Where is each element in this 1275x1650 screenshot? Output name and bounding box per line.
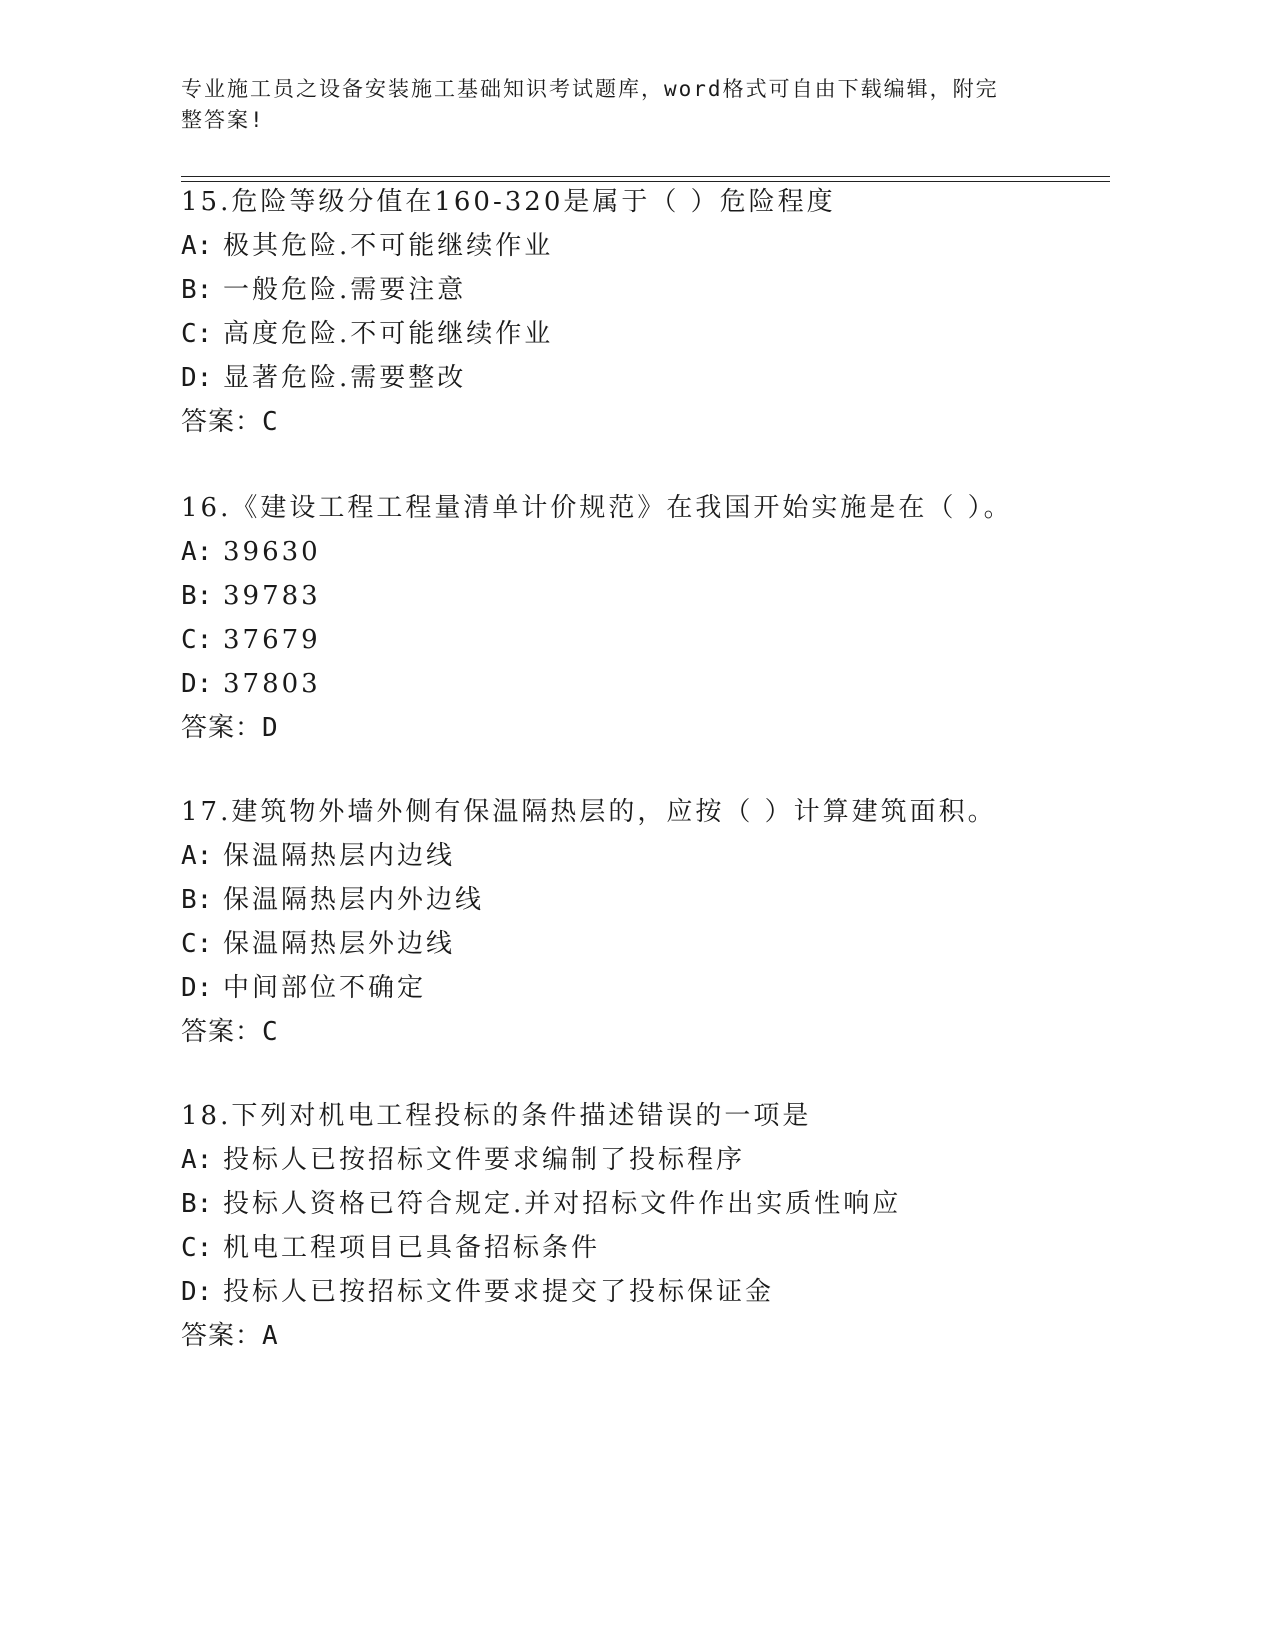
option-d [181,356,1121,400]
question-stem: 17.建筑物外墙外侧有保温隔热层的，应按（ ）计算建筑面积。 [181,797,997,827]
answer-value: D [262,713,279,743]
question-stem: 16.《建设工程工程量清单计价规范》在我国开始实施是在（ ）。 [181,493,1013,523]
answer-label: 答案： [181,407,263,437]
option-label: A: [181,231,213,261]
answer [181,706,1121,750]
option-text: 37679 [223,625,321,655]
option-c [181,1226,1121,1270]
option-c [181,922,1121,966]
option-label: D: [181,363,213,393]
answer-label: 答案： [181,713,263,743]
option-d [181,966,1121,1010]
answer-label: 答案： [181,1321,263,1351]
option-a [181,530,1121,574]
option-text: 一般危险.需要注意 [223,275,467,305]
option-d [181,1270,1121,1314]
option-text: 极其危险.不可能继续作业 [223,231,554,261]
option-label: D: [181,1277,213,1307]
document-header [181,74,1041,136]
option-text: 机电工程项目已具备招标条件 [223,1233,601,1263]
option-label: C: [181,625,213,655]
option-b [181,878,1121,922]
option-label: A: [181,841,213,871]
option-text: 37803 [223,669,321,699]
option-label: A: [181,1145,213,1175]
option-label: C: [181,319,213,349]
option-label: D: [181,669,213,699]
answer-value: C [262,1017,279,1047]
answer [181,1010,1121,1054]
question-15 [181,180,1121,444]
header-line-1: 专业施工员之设备安装施工基础知识考试题库，word格式可自由下载编辑，附完 [181,77,999,101]
option-label: B: [181,275,213,305]
option-label: C: [181,929,213,959]
option-text: 保温隔热层内外边线 [223,885,485,915]
option-b [181,1182,1121,1226]
answer-label: 答案： [181,1017,263,1047]
option-a [181,1138,1121,1182]
option-text: 保温隔热层外边线 [223,929,456,959]
option-label: A: [181,537,213,567]
question-18 [181,1094,1121,1358]
option-c [181,618,1121,662]
option-b [181,268,1121,312]
header-line-2: 整答案! [181,108,265,132]
option-c [181,312,1121,356]
option-label: D: [181,973,213,1003]
option-text: 39783 [223,581,321,611]
option-text: 投标人资格已符合规定.并对招标文件作出实质性响应 [223,1189,902,1219]
option-d [181,662,1121,706]
option-label: B: [181,581,213,611]
question-stem: 18.下列对机电工程投标的条件描述错误的一项是 [181,1101,812,1131]
option-a [181,834,1121,878]
header-divider-top [181,176,1110,177]
option-text: 中间部位不确定 [223,973,427,1003]
option-text: 投标人已按招标文件要求编制了投标程序 [223,1145,746,1175]
option-text: 显著危险.需要整改 [223,363,467,393]
answer [181,400,1121,444]
option-label: B: [181,885,213,915]
option-label: B: [181,1189,213,1219]
question-stem: 15.危险等级分值在160-320是属于（ ）危险程度 [181,187,836,217]
option-b [181,574,1121,618]
option-text: 投标人已按招标文件要求提交了投标保证金 [223,1277,775,1307]
option-text: 39630 [223,537,321,567]
option-label: C: [181,1233,213,1263]
question-17 [181,790,1121,1054]
question-16 [181,486,1121,750]
answer-value: C [262,407,279,437]
answer-value: A [262,1321,279,1351]
option-text: 高度危险.不可能继续作业 [223,319,554,349]
option-a [181,224,1121,268]
option-text: 保温隔热层内边线 [223,841,456,871]
answer [181,1314,1121,1358]
